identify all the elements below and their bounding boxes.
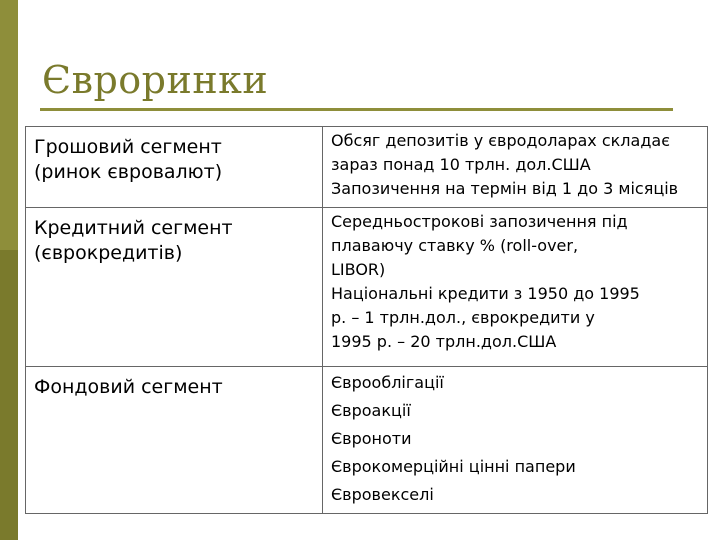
detail-line: Єврокомерційні цінні папери <box>331 457 576 476</box>
segments-table <box>25 126 708 514</box>
detail-line: Євроакції <box>331 401 411 420</box>
detail-line: Обсяг депозитів у євродоларах складає <box>331 131 670 150</box>
segment-subtitle: (ринок євровалют) <box>34 161 223 183</box>
slide-title: Євроринки <box>42 58 269 102</box>
detail-line: плаваючу ставку % (roll-over, <box>331 236 579 255</box>
detail-line: Єврооблігації <box>331 373 444 392</box>
detail-line: 1995 р. – 20 трлн.дол.США <box>331 332 557 351</box>
left-accent-bar-light <box>0 0 18 250</box>
detail-line: зараз понад 10 трлн. дол.США <box>331 155 591 174</box>
detail-line: Євровекселі <box>331 485 434 504</box>
table-row <box>26 208 708 367</box>
details-cell <box>323 127 708 208</box>
detail-line: р. – 1 трлн.дол., єврокредити у <box>331 308 595 327</box>
detail-line: Євроноти <box>331 429 412 448</box>
segment-name: Фондовий сегмент <box>34 376 223 398</box>
segment-cell <box>26 367 323 514</box>
details-cell <box>323 208 708 367</box>
segment-cell <box>26 127 323 208</box>
segment-subtitle: (єврокредитів) <box>34 242 183 264</box>
table-row <box>26 367 708 514</box>
detail-line: LIBOR) <box>331 260 386 279</box>
left-accent-bar <box>0 0 18 540</box>
details-cell <box>323 367 708 514</box>
segment-name: Грошовий сегмент <box>34 136 222 158</box>
table-row <box>26 127 708 208</box>
detail-line: Запозичення на термін від 1 до 3 місяців <box>331 179 679 198</box>
segment-cell <box>26 208 323 367</box>
segment-name: Кредитний сегмент <box>34 217 233 239</box>
detail-line: Національні кредити з 1950 до 1995 <box>331 284 640 303</box>
title-underline <box>40 108 673 111</box>
detail-line: Середньострокові запозичення під <box>331 212 628 231</box>
